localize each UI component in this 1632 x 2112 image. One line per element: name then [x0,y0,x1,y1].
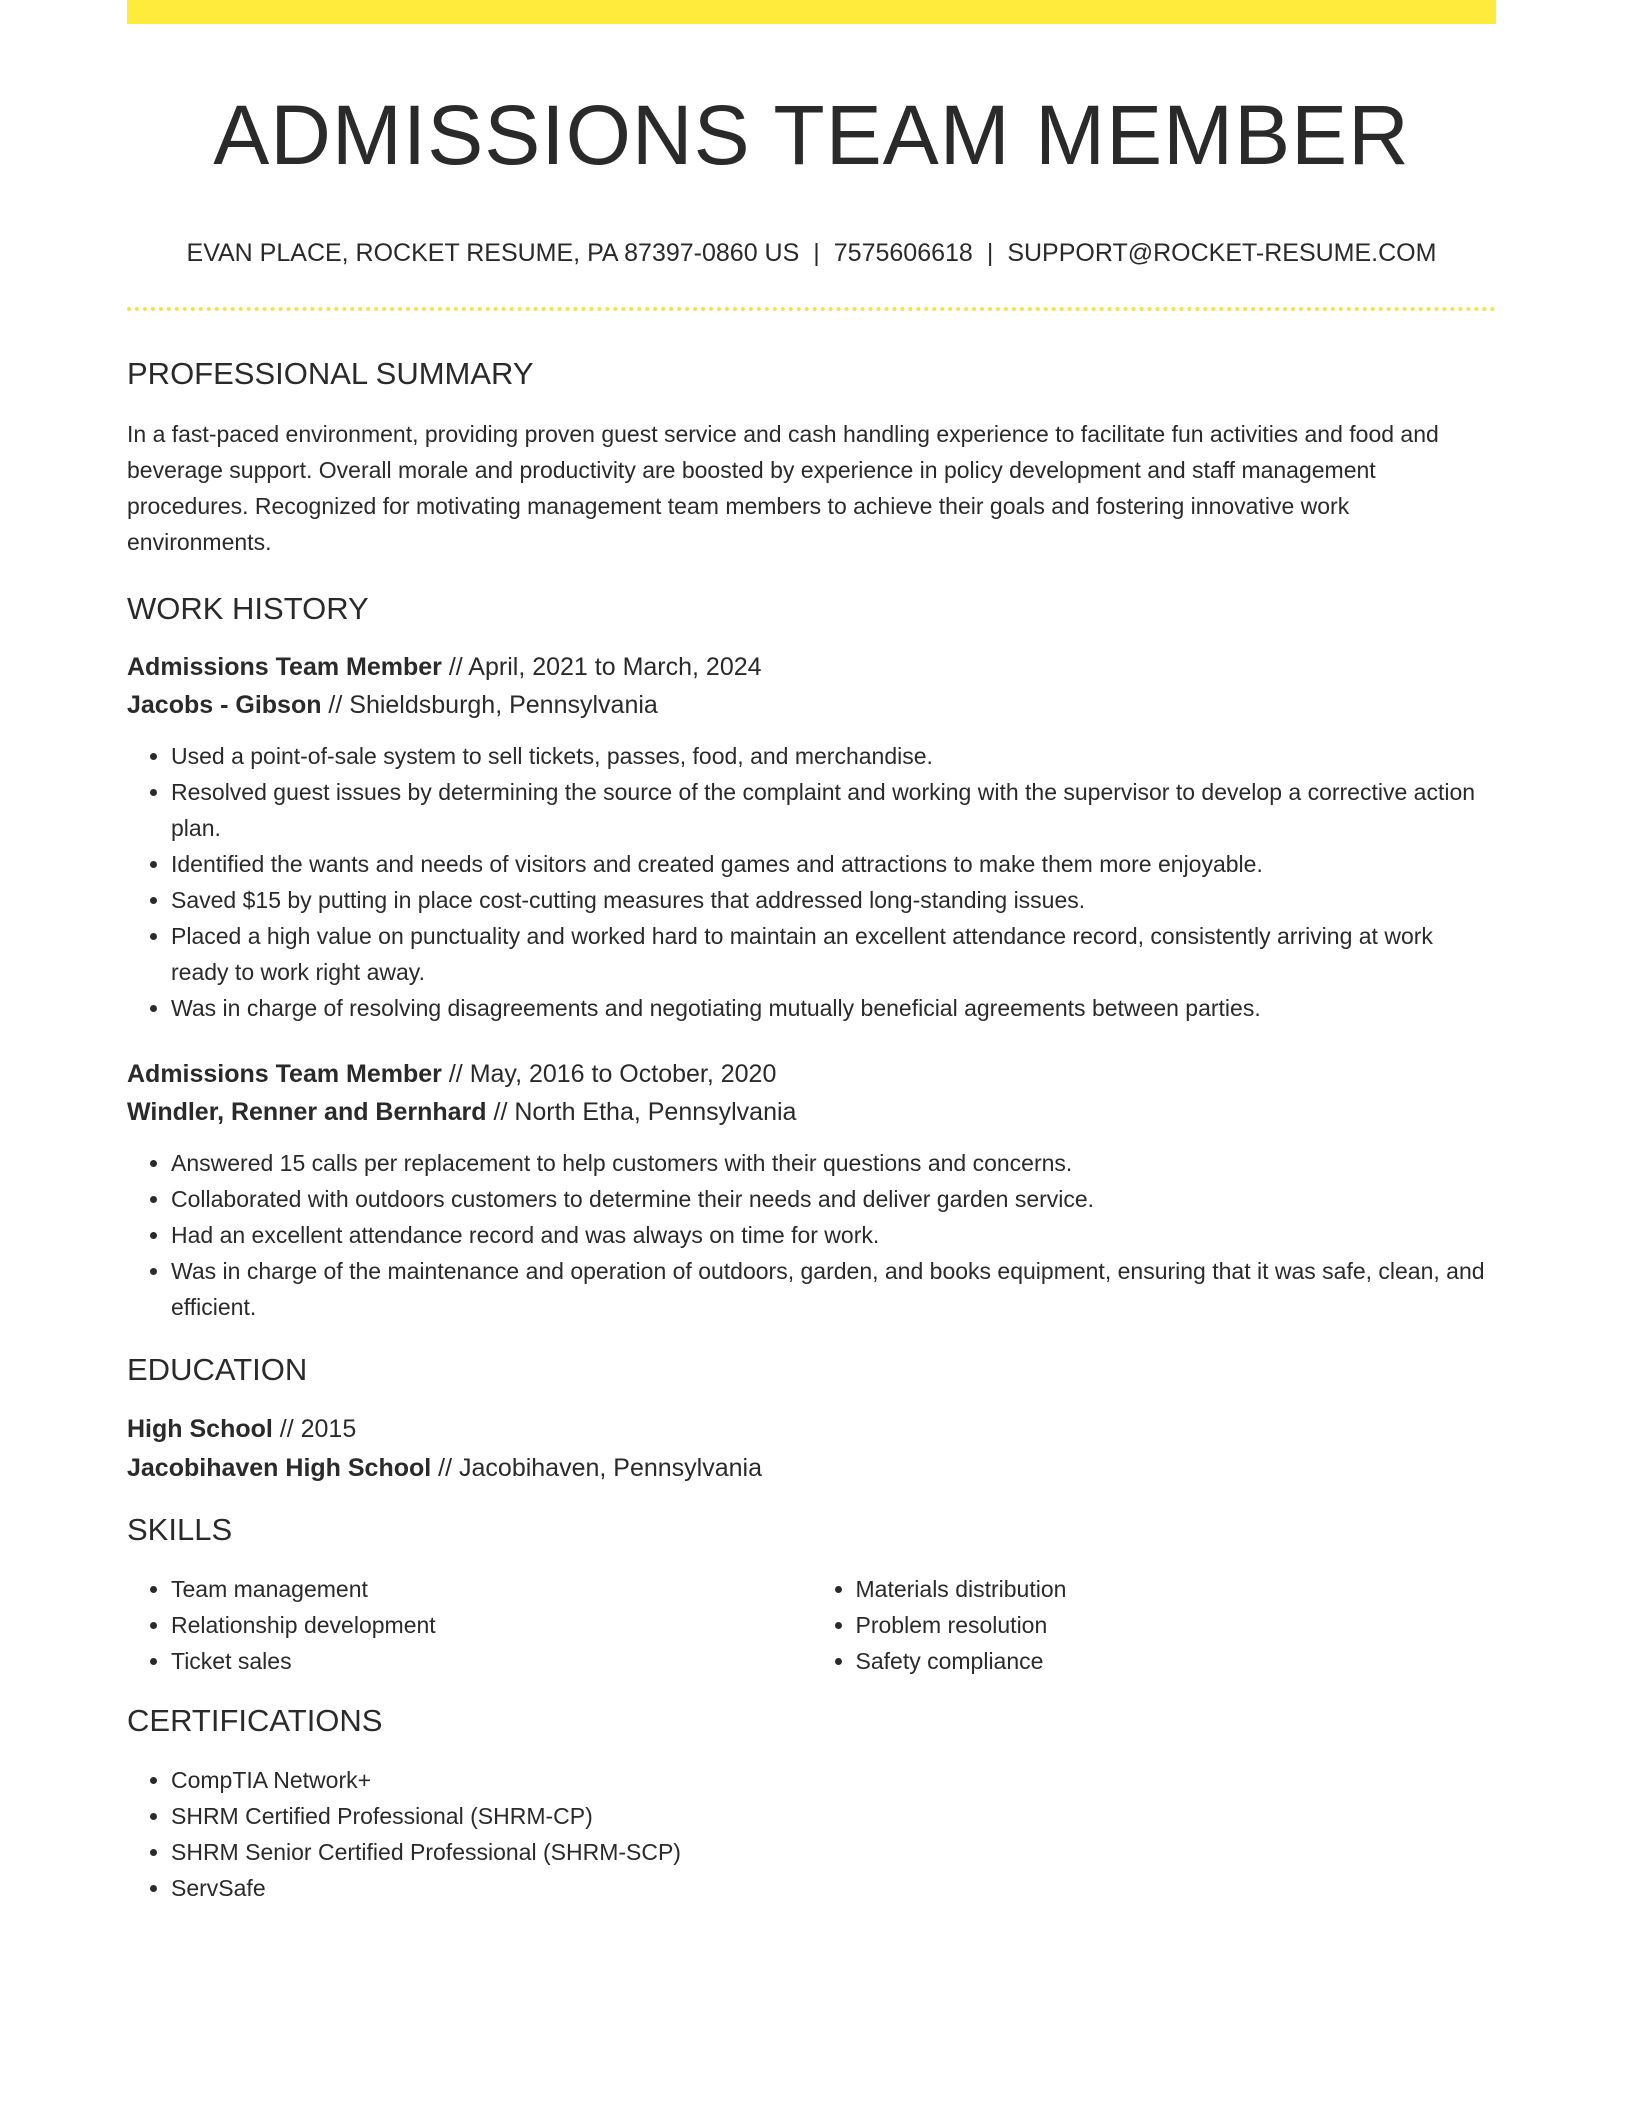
contact-email: SUPPORT@ROCKET-RESUME.COM [1007,239,1437,267]
job-bullet: • Resolved guest issues by determining the source of the complaint and working with the supervisor to develop a corrective action plan. [171,774,1496,846]
job-bullet: • Had an excellent attendance record and was always on time for work. [171,1217,1496,1253]
skill-item: • Safety compliance [856,1643,1497,1679]
skill-item: • Materials distribution [856,1571,1497,1607]
job-entry [127,1055,1496,1325]
resume-title: ADMISSIONS TEAM MEMBER [213,88,1410,182]
certification-item: • CompTIA Network+ [171,1762,1496,1798]
contact-separator: | [986,239,994,267]
summary-heading: PROFESSIONAL SUMMARY [127,356,534,391]
job-role-line [127,648,1496,686]
job-company: Windler, Renner and Bernhard [127,1098,487,1126]
contact-phone: 7575606618 [833,239,973,267]
job-bullet: • Was in charge of resolving disagreements and negotiating mutually beneficial agreements between parties. [171,990,1496,1026]
certifications-heading: CERTIFICATIONS [127,1703,383,1738]
skill-item: • Relationship development [171,1607,812,1643]
education-school: Jacobihaven High School [127,1454,432,1482]
skills-left-column [127,1571,812,1679]
education-degree: High School [127,1415,273,1443]
job-location: // North Etha, Pennsylvania [486,1098,797,1126]
education-entry [127,1410,1496,1488]
skill-item: • Problem resolution [856,1607,1497,1643]
job-company: Jacobs - Gibson [127,691,322,719]
job-role: Admissions Team Member [127,653,442,681]
accent-bar [127,0,1496,24]
job-bullet: • Answered 15 calls per replacement to help customers with their questions and concerns. [171,1145,1496,1181]
dotted-divider [127,307,1496,311]
job-bullets [127,738,1496,1026]
certification-item: • SHRM Senior Certified Professional (SHRM-SCP) [171,1834,1496,1870]
skills-right-column [812,1571,1497,1679]
skills-heading: SKILLS [127,1512,233,1547]
summary-text: In a fast-paced environment, providing proven guest service and cash handling experience to facilitate fun activities and food and beverage support. Overall morale and productivity are boosted by experience in policy development and staff management procedures. Recognized for motivating management team members to achieve their goals and fostering innovative work environments. [127,421,1439,555]
education-degree-line [127,1410,1496,1449]
job-role-line [127,1055,1496,1093]
job-role: Admissions Team Member [127,1060,442,1088]
contact-separator: | [813,239,820,267]
job-bullet: • Placed a high value on punctuality and worked hard to maintain an excellent attendance record, consistently arriving at work ready to work right away. [171,918,1496,990]
job-company-line [127,686,1496,724]
job-bullet: • Was in charge of the maintenance and operation of outdoors, garden, and books equipment, ensuring that it was safe, clean, and efficient. [171,1253,1496,1325]
education-heading: EDUCATION [127,1352,308,1387]
education-school-line [127,1449,1496,1488]
certification-item: • SHRM Certified Professional (SHRM-CP) [171,1798,1496,1834]
work-history-heading: WORK HISTORY [127,591,369,626]
job-bullet: • Saved $15 by putting in place cost-cutting measures that addressed long-standing issues. [171,882,1496,918]
education-location: // Jacobihaven, Pennsylvania [431,1454,762,1482]
contact-address: EVAN PLACE, ROCKET RESUME, PA 87397-0860 US [186,239,800,267]
job-bullet: • Collaborated with outdoors customers to determine their needs and deliver garden service. [171,1181,1496,1217]
job-bullets [127,1145,1496,1325]
skill-item: • Ticket sales [171,1643,812,1679]
job-entry [127,648,1496,1026]
job-dates: // April, 2021 to March, 2024 [441,653,762,681]
job-bullet: • Identified the wants and needs of visitors and created games and attractions to make them more enjoyable. [171,846,1496,882]
job-company-line [127,1093,1496,1131]
education-year: // 2015 [272,1415,357,1443]
certifications-list [127,1762,1496,1906]
job-bullet: • Used a point-of-sale system to sell tickets, passes, food, and merchandise. [171,738,1496,774]
job-dates: // May, 2016 to October, 2020 [441,1060,777,1088]
job-location: // Shieldsburgh, Pennsylvania [321,691,658,719]
skills-grid [127,1571,1496,1679]
skill-item: • Team management [171,1571,812,1607]
contact-line [127,237,1496,269]
certification-item: • ServSafe [171,1870,1496,1906]
resume-page [127,0,1496,1906]
